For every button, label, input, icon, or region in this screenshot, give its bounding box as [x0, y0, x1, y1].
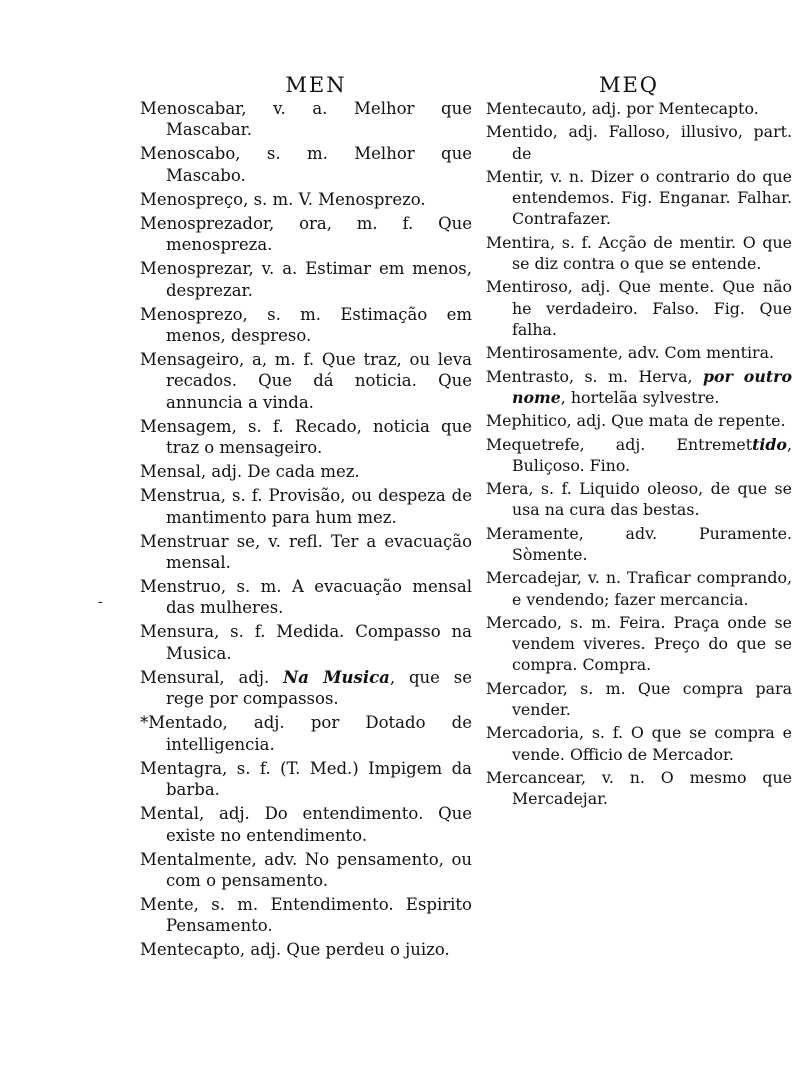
dictionary-entry	[140, 667, 472, 710]
entry-text: Mensural, adj.	[140, 667, 284, 687]
dictionary-entry: Mentagra, s. f. (T. Med.) Impigem da barba.	[140, 758, 472, 800]
dictionary-entry: Mercado, s. m. Feira. Praça onde se vendem viveres. Preço do que se compra. Compra.	[486, 612, 792, 675]
dictionary-entry: Menstruo, s. m. A evacuação mensal das mulheres.	[140, 577, 472, 618]
entry-italic: tido	[752, 434, 787, 454]
dictionary-entry: Menosprezo, s. m. Estimação em menos, despreso.	[140, 304, 472, 346]
dictionary-entry: Mentiroso, adj. Que mente. Que não he verdadeiro. Falso. Fig. Que falha.	[486, 277, 792, 339]
left-entries	[140, 98, 472, 961]
dictionary-entry: Mera, s. f. Liquido oleoso, de que se usa na cura das bestas.	[486, 479, 792, 520]
entry-text: , hortelãa sylvestre.	[560, 387, 720, 407]
dictionary-entry: Mercadejar, v. n. Traficar comprando, e vendendo; fazer mercancia.	[486, 568, 792, 609]
dictionary-entry: Mensura, s. f. Medida. Compasso na Musica.	[140, 622, 472, 663]
dictionary-entry: Mensagem, s. f. Recado, noticia que traz o mensageiro.	[140, 416, 472, 458]
dictionary-entry: Menoscabar, v. a. Melhor que Mascabar.	[140, 99, 472, 140]
dictionary-entry: Mentecauto, adj. por Mentecapto.	[486, 99, 759, 118]
dictionary-entry: Menosprezador, ora, m. f. Que menospreza.	[140, 213, 472, 255]
dictionary-entry: Meramente, adv. Puramente. Sòmente.	[486, 523, 792, 564]
right-entries	[486, 98, 792, 809]
dictionary-entry: Menosprezar, v. a. Estimar em menos, desprezar.	[140, 259, 472, 300]
dictionary-entry: Menospreço, s. m. V. Menosprezo.	[140, 189, 426, 209]
entry-text: Mequetrefe, adj. Entremet	[486, 434, 753, 454]
dictionary-entry: Mentido, adj. Falloso, illusivo, part. de	[486, 122, 792, 163]
entry-text: , Buliçoso. Fino.	[512, 434, 792, 475]
entry-text: , que se rege por compassos.	[166, 667, 472, 709]
dictionary-entry: Mercador, s. m. Que compra para vender.	[486, 678, 792, 719]
dictionary-entry: Mentir, v. n. Dizer o contrario do que entendemos. Fig. Enganar. Falhar. Contrafazer.	[486, 166, 792, 229]
dictionary-entry: Mentira, s. f. Acção de mentir. O que se diz contra o que se entende.	[486, 232, 792, 273]
dictionary-entry: Mentalmente, adv. No pensamento, ou com o pensamento.	[140, 849, 472, 890]
dictionary-entry: Mensageiro, a, m. f. Que traz, ou leva recados. Que dá noticia. Que annuncia a vinda.	[140, 350, 472, 412]
entry-text: Mentrasto, s. m. Herva,	[486, 366, 703, 386]
dictionary-entry: Menoscabo, s. m. Melhor que Mascabo.	[140, 144, 472, 185]
dictionary-entry: Mercancear, v. n. O mesmo que Mercadejar.	[486, 767, 792, 809]
running-head-right: MEQ	[598, 73, 660, 97]
left-column	[140, 72, 472, 963]
dictionary-entry: Mentecapto, adj. Que perdeu o juizo.	[140, 940, 450, 960]
dictionary-entry	[486, 366, 792, 408]
entry-italic: Na Musica	[283, 667, 390, 687]
dictionary-entry: Mephitico, adj. Que mata de repente.	[486, 411, 786, 431]
dictionary-entry: Menstruar se, v. refl. Ter a evacuação mensal.	[140, 531, 472, 573]
dictionary-entry: Mercadoria, s. f. O que se compra e vende. Officio de Mercador.	[486, 723, 792, 764]
entry-italic: por outro nome	[512, 366, 792, 407]
dictionary-entry: Menstrua, s. f. Provisão, ou despeza de mantimento para hum mez.	[140, 486, 472, 527]
dictionary-entry: *Mentado, adj. por Dotado de intelligencia.	[140, 713, 472, 754]
right-column	[486, 72, 792, 812]
running-head-left: MEN	[285, 73, 347, 97]
margin-mark: -	[98, 594, 103, 610]
dictionary-entry	[486, 434, 792, 476]
dictionary-entry: Mente, s. m. Entendimento. Espirito Pensamento.	[140, 894, 472, 936]
dictionary-entry: Mentirosamente, adv. Com mentira.	[486, 343, 775, 363]
dictionary-entry: Mental, adj. Do entendimento. Que existe no entendimento.	[140, 804, 472, 845]
dictionary-entry: Mensal, adj. De cada mez.	[140, 462, 360, 482]
